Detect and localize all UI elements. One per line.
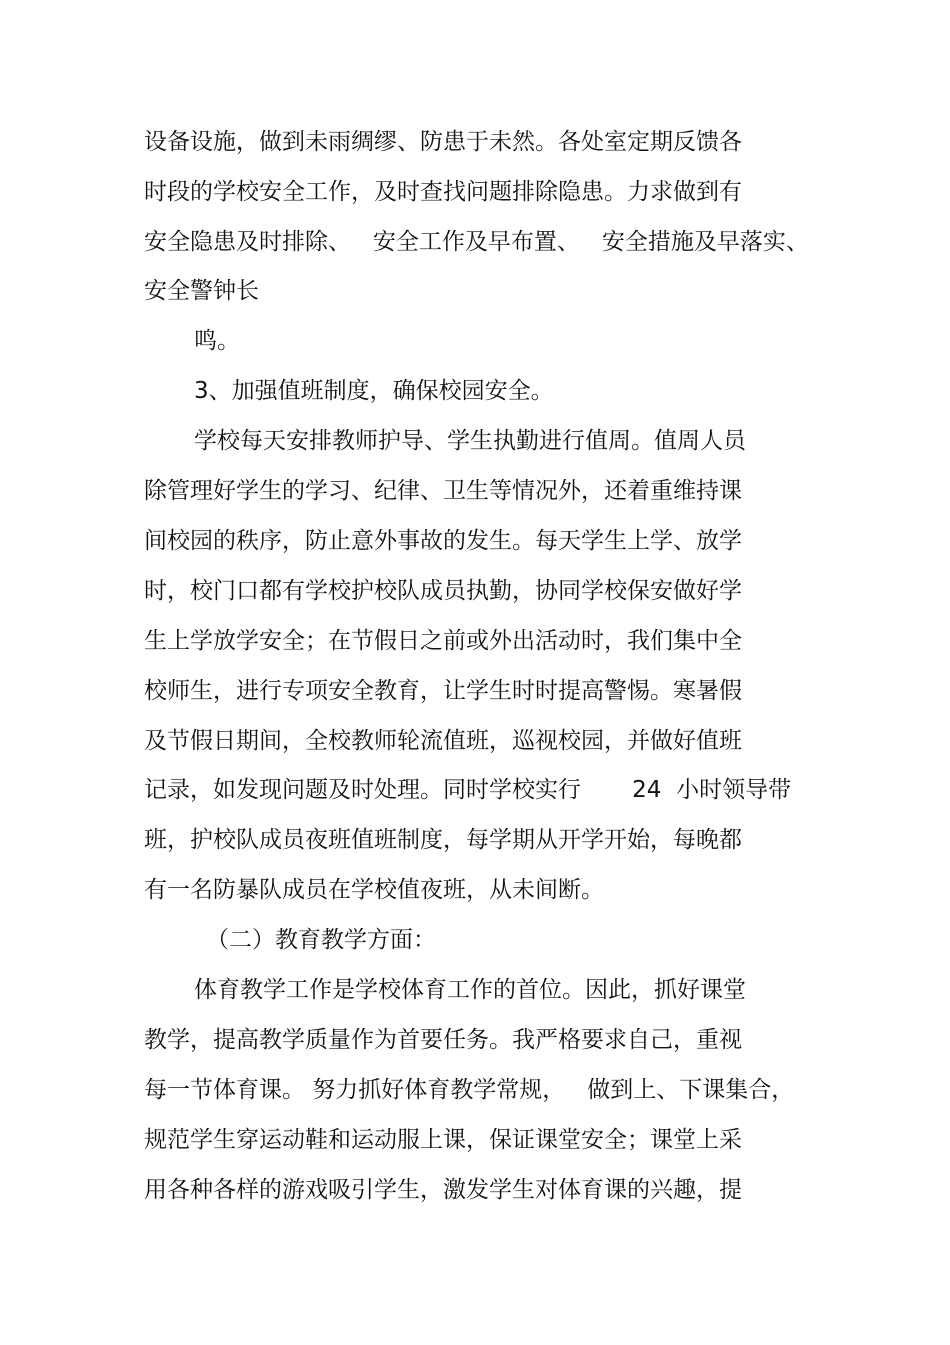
text-line: 有一名防暴队成员在学校值夜班，从未间断。	[144, 877, 604, 903]
text-line: 用各种各样的游戏吸引学生，激发学生对体育课的兴趣，提	[144, 1177, 742, 1203]
paragraph-start: 学校每天安排教师护导、学生执勤进行值周。值周人员	[194, 428, 746, 454]
text-line: 规范学生穿运动鞋和运动服上课，保证课堂安全；课堂上采	[144, 1127, 742, 1153]
text-line: 时，校门口都有学校护校队成员执勤，协同学校保安做好学	[144, 578, 742, 604]
text-line: 教学，提高教学质量作为首要任务。我严格要求自己，重视	[144, 1027, 742, 1053]
text-line: 校师生，进行专项安全教育，让学生时时提高警惕。寒暑假	[144, 678, 742, 704]
section-heading: 3、加强值班制度，确保校园安全。	[194, 378, 554, 404]
text-line: 除管理好学生的学习、纪律、卫生等情况外，还着重维持课	[144, 478, 742, 504]
text-line: 每一节体育课。 努力抓好体育教学常规， 做到上、下课集合，	[144, 1077, 795, 1103]
text-line: 生上学放学安全；在节假日之前或外出活动时，我们集中全	[144, 628, 742, 654]
text-line: 安全警钟长	[144, 278, 259, 304]
text-line: 间校园的秩序，防止意外事故的发生。每天学生上学、放学	[144, 528, 742, 554]
text-line: 时段的学校安全工作，及时查找问题排除隐患。力求做到有	[144, 179, 742, 205]
section-heading: （二）教育教学方面：	[206, 927, 436, 953]
paragraph-start: 体育教学工作是学校体育工作的首位。因此，抓好课堂	[194, 977, 746, 1003]
text-line: 设备设施，做到未雨绸缪、防患于未然。各处室定期反馈各	[144, 129, 742, 155]
text-line: 鸣。	[194, 328, 240, 354]
text-line: 及节假日期间，全校教师轮流值班，巡视校园，并做好值班	[144, 728, 742, 754]
text-line: 记录，如发现问题及时处理。同时学校实行 24 小时领导带	[144, 777, 792, 803]
text-line: 班，护校队成员夜班值班制度，每学期从开学开始，每晚都	[144, 827, 742, 853]
text-line: 安全隐患及时排除、 安全工作及早布置、 安全措施及早落实、	[144, 229, 809, 255]
